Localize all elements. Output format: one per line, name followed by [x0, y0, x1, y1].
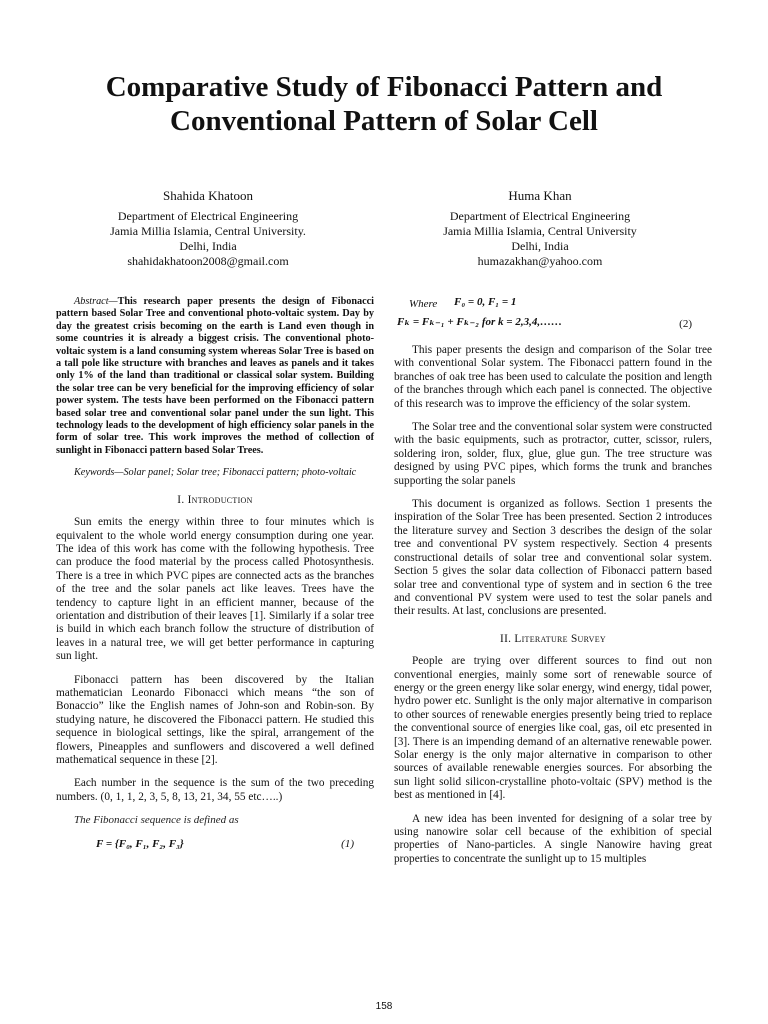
body-paragraph: The Solar tree and the conventional solar system were constructed with the basic equipments, such as protractor, cutter, scissor, rulers, soldering iron, solder, flux, glue, glue gun. The tree structure was designed by using PVC pipes, which forms the trunk and branches supporting the solar panels: [394, 421, 712, 487]
page-number: 158: [375, 1001, 393, 1012]
author-name: Huma Khan: [508, 188, 572, 203]
body-paragraph: People are trying over different sources to find out non conventional energies, mainly some sort of renewable source of energy or the green energy like solar energy, wind energy, tidal power, hydro power etc. Sunlight is the only major alternative in comparison to other sources of renewable energies presently being tried to replace the conventional source of energies like coal, gas, oil etc presented in [3]. There is an impending demand of an alternative renewable power. Solar energy is the only major alternative in comparison to other sources of available renewable energies sources. For absorbing the sun light solid silicon-crystalline photo-voltaic (SPV) method is the best as mentioned in [4].: [394, 655, 712, 802]
paper-title: Comparative Study of Fibonacci Pattern and Conventional Pattern of Solar Cell: [105, 71, 663, 137]
keywords-lead: Keywords—: [74, 467, 124, 479]
where-math: F₀ = 0, F₁ = 1: [454, 296, 517, 308]
author-university: Jamia Millia Islamia, Central University: [443, 224, 637, 238]
equation-2-number: (2): [679, 318, 692, 330]
where-label: Where: [409, 298, 438, 310]
equation-2-math: Fₖ = Fₖ₋₁ + Fₖ₋₂ for k = 2,3,4,……: [397, 316, 563, 328]
equation-intro: The Fibonacci sequence is defined as: [74, 814, 239, 827]
where-line: [394, 296, 712, 314]
author-city: Delhi, India: [511, 239, 569, 253]
equation-1: [56, 838, 374, 856]
equation-1-number: (1): [341, 837, 354, 850]
equation-1-math: F = {F₀, F₁, F₂, F₃}: [96, 837, 184, 850]
right-column: [394, 296, 712, 876]
author-email: shahidakhatoon2008@gmail.com: [127, 254, 289, 268]
body-paragraph: Each number in the sequence is the sum of the two preceding numbers. (0, 1, 1, 2, 3, 5, 8, 13, 21, 34, 55 etc…..): [56, 777, 374, 803]
body-paragraph: Sun emits the energy within three to four minutes which is equivalent to the whole world energy consumption during one year. The idea of this work has come with the following hypothesis. Tree can produce the food material by the process called Photosynthesis. There is a tree in which PVC pipes are connected acts as the branches of the tree and the solar panels act like leaves. Trees have the tendency to capture light in an efficient manner, because of the orientation and distribution of their leaves [1]. Similarly if a solar tree is build in which each branch follow the structure of distribution of leaves in a natural tree, we will get better performance in capturing sun light.: [56, 516, 374, 663]
left-column: [56, 296, 374, 866]
author-city: Delhi, India: [179, 239, 237, 253]
author-department: Department of Electrical Engineering: [117, 209, 299, 223]
author-block-2: [390, 188, 690, 269]
abstract: [56, 296, 374, 457]
author-block-1: [58, 188, 358, 269]
keywords: [56, 467, 374, 479]
author-email: humazakhan@yahoo.com: [477, 254, 603, 268]
equation-2: [394, 314, 712, 336]
section-heading-introduction: I. Introduction: [177, 493, 253, 506]
body-paragraph: This document is organized as follows. Section 1 presents the inspiration of the Solar Tree has been presented. Section 2 introduces the literature survey and Section 3 describes the design of the solar tree and conventional PV system respectively. Section 4 presents constructional details of solar tree and conventional solar system. Section 5 gives the solar data collection of Fibonacci pattern based solar tree and conventional type of system and in section 6 the tree and conventional PV system were used to test the solar panels and their results. At last, conclusions are presented.: [394, 498, 712, 618]
body-paragraph: Fibonacci pattern has been discovered by the Italian mathematician Leonardo Fibonacci which means “the son of Bonaccio” like the English names of John-son and Robin-son. By studying nature, he discovered the Fibonacci pattern. He studied this sequence in biological settings, like the spiral, arrangement of the flowers, Pineapples and sunflowers and discovered a well defined mathematical sequence in these [2].: [56, 673, 374, 766]
abstract-lead: Abstract—: [74, 296, 118, 307]
author-name: Shahida Khatoon: [163, 188, 253, 203]
body-paragraph: This paper presents the design and comparison of the Solar tree with conventional Solar system. The Fibonacci pattern found in the branches of oak tree has been used to calculate the position and length of the branches through which each panel is connected. The objective of this research was to improve the efficiency of the solar system.: [394, 344, 712, 410]
keywords-text: Solar panel; Solar tree; Fibonacci pattern; photo-voltaic: [123, 467, 357, 479]
section-heading-literature-survey: II. Literature Survey: [500, 632, 606, 645]
author-university: Jamia Millia Islamia, Central University.: [110, 224, 306, 238]
author-department: Department of Electrical Engineering: [449, 209, 631, 223]
abstract-text: This research paper presents the design of Fibonacci pattern based Solar Tree and conventional photo-voltaic system. Day by day the greatest crisis becoming on the earth is Land even though in some countries it is already a biggest crisis. The conventional photo-voltaic system is a land consuming system whereas Solar Tree is based on a tall pole like structure with branches and leaves as panels and it takes only 1% of the land than traditional or classical solar system. Building the solar tree can be very beneficial for the improving efficiency of solar power system. The tests have been performed on the Fibonacci pattern based solar tree and conventional solar panel under the sun light. This technology leads to the development of high efficiency solar panels in the form of solar tree. This work improves the method of collection of sunlight in Fibonacci pattern based Solar Trees.: [56, 296, 374, 456]
body-paragraph: A new idea has been invented for designing of a solar tree by using nanowire solar cell because of the exhibition of special properties of Nano-particles. A single Nanowire having great properties to concentrate the sunlight up to 15 multiples: [394, 812, 712, 865]
